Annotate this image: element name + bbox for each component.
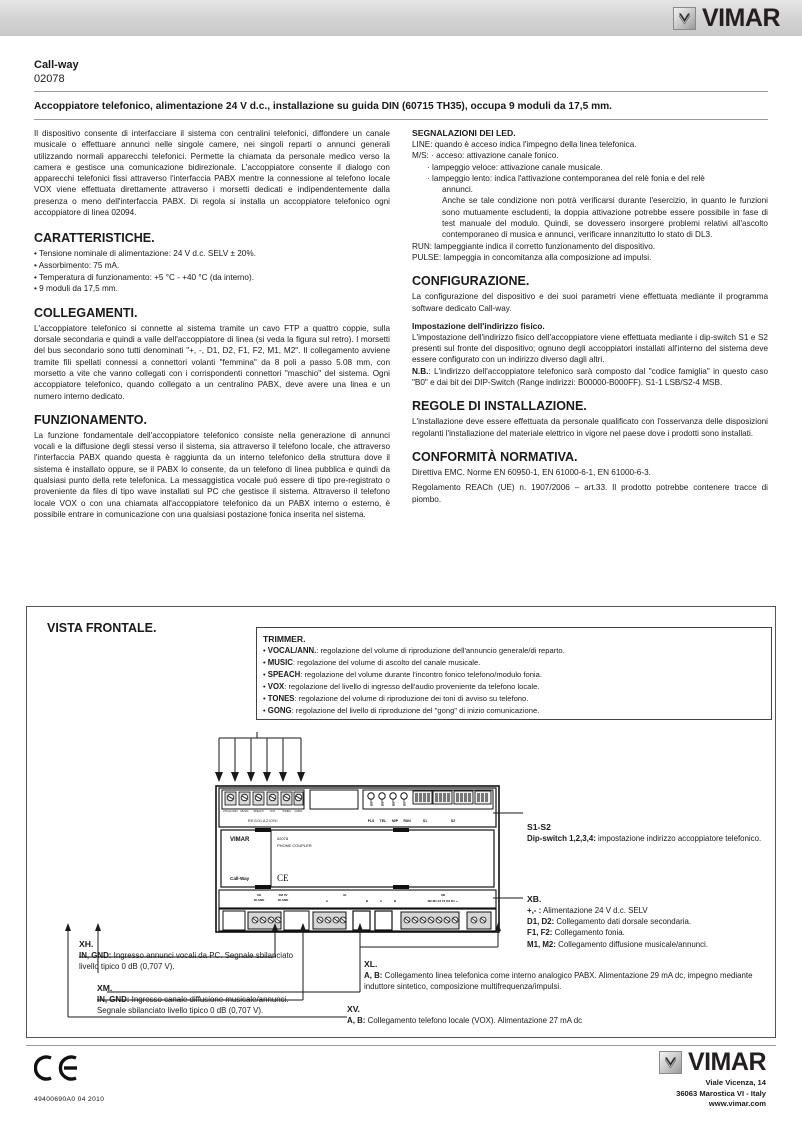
product-description: Accoppiatore telefonico, alimentazione 24 V d.c., installazione su guida DIN (60715 TH35), occupa 9 moduli da 17,5 mm.	[34, 101, 613, 112]
title-block	[34, 58, 768, 120]
trimmer-item-name: VOX	[267, 682, 285, 692]
subtitle-divider	[34, 119, 768, 120]
intro-paragraph: Il dispositivo consente di interfacciare il sistema con centralini telefonici, diffondere un canale musicale o effettuare annunci nelle singole camere, nei singoli reparti o annunci generali utilizzando normali apparecchi telefonici. Permette la chiamata da personale medico verso la camera e gestisce una comunicazione bidirezionale. L'accoppiatore consente il dialogo con apparecchi telefonici fissi attraverso l'interfaccia PABX mentre la connessione al telefono locale VOX viene effettuata direttamente attraverso i morsetti dedicati e indipendentemente dalla presenza o meno dell'interfaccia PABX. Di regola si installa un accoppiatore telefonico ogni accoppiatore di linea 02094.	[34, 129, 390, 218]
svg-text:RUN: RUN	[403, 819, 411, 823]
trimmer-item-desc: : regolazione del volume di riproduzione dei toni di avviso su telefono.	[294, 694, 529, 704]
regole-text: L'installazione deve essere effettuata da personale qualificato con l'osservanza delle disposizioni regolanti l'installazione del materiale elettrico in vigore nel paese dove i prodotti sono installati.	[412, 417, 768, 438]
heading-conformita: CONFORMITÀ NORMATIVA.	[412, 449, 578, 464]
heading-configurazione: CONFIGURAZIONE.	[412, 274, 530, 289]
xb-pin: F1, F2:	[527, 928, 553, 938]
svg-text:DL4: DL4	[371, 801, 374, 807]
svg-text:A: A	[379, 899, 383, 903]
trimmer-item: • TONES: regolazione del volume di riproduzione dei toni di avviso su telefono.	[263, 694, 529, 704]
led-run: RUN: lampeggiante indica il corretto funzionamento del dispositivo.	[412, 241, 656, 251]
ce-mark-device: CE	[277, 873, 289, 883]
device-code: 02078	[277, 836, 289, 841]
trimmer-item: • VOCAL/ANN.: regolazione del volume di riproduzione dell'annuncio generale/di reparto.	[263, 646, 565, 655]
heading-funzionamento: FUNZIONAMENTO.	[34, 412, 147, 427]
address-line-1: Viale Vicenza, 14	[705, 1078, 766, 1087]
led-ms-first: M/S: · acceso: attivazione canale fonico.	[412, 151, 559, 161]
xb-desc: Collegamento diffusione musicale/annunci.	[555, 939, 708, 949]
trimmer-item-name: TONES	[267, 694, 295, 704]
left-column	[34, 128, 390, 520]
svg-text:DL1: DL1	[404, 801, 407, 807]
trimmer-item-desc: : regolazione del volume di riproduzione dell'annuncio generale/di reparto.	[316, 646, 565, 655]
header-brand-text: VIMAR	[701, 4, 780, 32]
svg-text:XH: XH	[256, 893, 262, 897]
front-view-panel	[26, 606, 776, 1038]
front-view-title: VISTA FRONTALE.	[47, 621, 157, 635]
address-line-3: www.vimar.com	[708, 1099, 766, 1109]
trimmer-heading: TRIMMER.	[263, 634, 306, 644]
nb-text: : L'indirizzo dell'accoppiatore telefonico sarà composto dal "codice famiglia" in questo caso "B0" e dai bit dei DIP-Switch (Range indirizzi: B00000-B000FF). S1-1 LSB/S2-4 MSB.	[412, 366, 768, 388]
svg-text:XM 5V: XM 5V	[278, 893, 288, 897]
svg-text:GONG: GONG	[294, 810, 303, 813]
callout-xm-bold: IN, GND:	[97, 995, 130, 1004]
vimar-shield-icon	[673, 7, 696, 30]
list-item: • Tensione nominale di alimentazione: 24 V d.c. SELV ± 20%.	[34, 248, 390, 260]
device-family: Call-Way	[230, 876, 250, 881]
svg-text:IN GND: IN GND	[277, 898, 289, 902]
svg-text:S1: S1	[422, 819, 428, 823]
title-divider	[34, 91, 768, 92]
caratteristiche-list	[34, 248, 390, 294]
product-code: 02078	[34, 73, 65, 85]
callout-xh	[79, 938, 304, 972]
heading-regole: REGOLE DI INSTALLAZIONE.	[412, 399, 587, 414]
callout-xl-title: XL.	[364, 959, 378, 969]
trimmer-item-desc: : regolazione del livello di ingresso dell'audio proveniente da telefono locale.	[284, 682, 540, 692]
svg-text:DL2: DL2	[393, 801, 396, 807]
svg-text:IN GND: IN GND	[253, 898, 265, 902]
trimmer-item-name: GONG	[267, 706, 292, 716]
svg-text:B: B	[365, 899, 369, 903]
callout-xm	[97, 982, 309, 1016]
heading-led: SEGNALAZIONI DEI LED.	[412, 128, 516, 138]
xb-desc: Collegamento fonia.	[552, 928, 625, 938]
trimmer-callout	[256, 627, 772, 720]
svg-text:DL3: DL3	[382, 801, 385, 807]
led-pulse: PULSE: lampeggia in concomitanza alla composizione ad impulsi.	[412, 252, 652, 262]
led-ms-item: · lampeggio veloce: attivazione canale musicale.	[412, 162, 768, 173]
callout-xh-bold: IN, GND:	[79, 951, 112, 960]
footer-address	[676, 1078, 766, 1110]
content-columns	[34, 128, 768, 520]
callout-xv	[347, 1003, 777, 1026]
callout-xv-bold: A, B:	[347, 1016, 366, 1025]
led-ms-paragraph: Anche se tale condizione non potrà verificarsi durante l'esercizio, in quanto le funzioni sono mutuamente escludenti, la doppia attivazione potrebbe essere possibile in fase di test manuale del modulo. Quindi, se dovessero insorgere problemi relativi all'ascolto contemporaneo di musica e annunci, verificare innanzitutto lo stato di DL3.	[442, 196, 768, 240]
indirizzo-fisico-text: L'impostazione dell'indirizzo fisico dell'accoppiatore viene effettuata mediante i dip-switch S1 e S2 presenti sul fronte del dispositivo; ognuno degli accoppiatori installati all'interno del sistema deve essere configurato con un indirizzo diverso dagli altri.	[412, 332, 768, 365]
trimmer-item: • VOX: regolazione del livello di ingresso dell'audio proveniente da telefono locale.	[263, 682, 540, 692]
dip-switch-blocks	[413, 791, 491, 804]
led-ms-item: · lampeggio lento: indica l'attivazione contemporanea del relè fonia e del relè	[412, 173, 768, 184]
svg-text:TEL: TEL	[379, 819, 387, 823]
collegamenti-text: L'accoppiatore telefonico si connette al sistema tramite un cavo FTP a quattro coppie, sulla dorsale secondaria e quindi a valle dell'accoppiatore di linea (si veda la figura sul retro). I morsetti del bus secondario sono tutti denominati "+, -, D1, D2, F1, F2, M1, M2". Il collegamento avviene tramite fili spellati connessi a connettori volanti "femmina" da 8 poli a passo 5.08 mm, con morsetto a vite che vanno collegati con i corrispondenti connettori "maschio" del sistema. Ogni accoppiatore telefonico, quando collegato a un centralino PABX, deve avere una linea e un numero interno dedicato.	[34, 323, 390, 401]
configurazione-text: La configurazione del dispositivo e dei suoi parametri viene effettuata mediante il programma software dedicato Call-way.	[412, 292, 768, 313]
device-front-view	[215, 785, 500, 933]
product-name: Call-way	[34, 59, 79, 71]
header-logo	[673, 6, 780, 31]
trimmer-leader-arrows	[213, 732, 353, 784]
trimmer-item: • GONG: regolazione del livello di riproduzione del "gong" di inizio comunicazione.	[263, 706, 540, 716]
xb-pin: M1, M2:	[527, 939, 556, 949]
callout-xl-text: Collegamento linea telefonica come interno analogico PABX. Alimentazione 29 mA dc, impegno mediante induttore sintetico, composizione multifrequenza/impulsi.	[364, 971, 753, 992]
callout-xm-title: XM.	[97, 983, 113, 993]
footer-logo	[659, 1050, 766, 1075]
device-type: PHONE COUPLER	[277, 843, 312, 848]
conformita-line1: Direttiva EMC. Norme EN 60950-1, EN 61000-6-1, EN 61000-6-3.	[412, 467, 651, 477]
conformita-line2: Regolamento REACh (UE) n. 1907/2006 – art.33. Il prodotto potrebbe contenere tracce di piombo.	[412, 483, 768, 504]
callout-xb-line	[527, 905, 775, 916]
callout-xb-title: XB.	[527, 894, 542, 904]
svg-text:S2: S2	[450, 819, 456, 823]
trimmer-item-desc: : regolazione del volume durante l'incontro fonico telefono/modulo fonia.	[300, 670, 542, 680]
callout-xl	[364, 958, 774, 992]
svg-text:VOCAL/ANN.: VOCAL/ANN.	[222, 810, 239, 813]
right-column	[412, 128, 768, 520]
trimmer-item: • SPEACH: regolazione del volume durante l'incontro fonico telefono/modulo fonia.	[263, 670, 542, 680]
svg-text:MUSIC: MUSIC	[240, 810, 249, 813]
led-ms-cont: annunci.	[442, 185, 473, 195]
callout-xm-text: Ingresso canale diffusione musicale/annunci. Segnale sbilanciato livello tipico 0 dB (0,707 V).	[97, 995, 289, 1016]
ce-mark	[34, 1055, 80, 1086]
xb-desc: Collegamento dati dorsale secondaria.	[554, 917, 692, 927]
trimmer-item-desc: : regolazione del volume di ascolto del canale musicale.	[292, 658, 481, 668]
callout-s1s2-title: S1-S2	[527, 822, 551, 832]
svg-text:M2 M1 F2 F1 D2 D1 +-: M2 M1 F2 F1 D2 D1 +-	[427, 899, 459, 903]
nb-paragraph	[412, 366, 768, 389]
heading-collegamenti: COLLEGAMENTI.	[34, 305, 138, 320]
svg-text:TONES: TONES	[282, 810, 291, 813]
trimmer-item: • MUSIC: regolazione del volume di ascolto del canale musicale.	[263, 658, 481, 668]
callout-xv-title: XV.	[347, 1004, 361, 1014]
document-code: 49400690A0 04 2010	[34, 1096, 105, 1103]
svg-text:XB: XB	[440, 893, 446, 897]
nb-label: N.B.	[412, 366, 429, 376]
svg-text:A: A	[325, 899, 329, 903]
callout-s1s2-bold: Dip-switch 1,2,3,4:	[527, 834, 596, 843]
device-brand: VIMAR	[230, 837, 250, 843]
svg-text:SPEACH: SPEACH	[253, 810, 264, 813]
footer-brand-text: VIMAR	[687, 1048, 766, 1076]
callout-s1s2-text: impostazione indirizzo accoppiatore telefonico.	[595, 834, 762, 843]
svg-text:PLS: PLS	[367, 819, 375, 823]
callout-xh-title: XH.	[79, 939, 94, 949]
vimar-shield-icon	[659, 1051, 682, 1074]
svg-text:B: B	[393, 899, 397, 903]
heading-caratteristiche: CARATTERISTICHE.	[34, 231, 155, 246]
led-line-line: LINE: quando è acceso indica l'impegno della linea telefonica.	[412, 140, 637, 149]
trimmer-item-desc: : regolazione del livello di riproduzione del "gong" di inizio comunicazione.	[291, 706, 540, 716]
trimmer-item-name: VOCAL/ANN.	[267, 646, 317, 655]
list-item: • 9 moduli da 17,5 mm.	[34, 283, 390, 295]
list-item: • Assorbimento: 75 mA.	[34, 260, 390, 272]
svg-text:M/P: M/P	[391, 819, 399, 823]
svg-text:VOX: VOX	[269, 810, 276, 813]
footer-divider	[26, 1045, 776, 1046]
callout-xl-bold: A, B:	[364, 971, 383, 980]
address-line-2: 36063 Marostica VI - Italy	[676, 1088, 766, 1098]
trimmer-item-name: SPEACH	[267, 670, 301, 680]
xb-desc: Alimentazione 24 V d.c. SELV	[541, 906, 648, 915]
xb-pin: D1, D2:	[527, 917, 555, 927]
svg-text:REGOLAZIONI: REGOLAZIONI	[247, 819, 279, 823]
callout-s1s2	[527, 821, 767, 844]
svg-text:XL: XL	[343, 893, 347, 897]
heading-indirizzo-fisico: Impostazione dell'indirizzo fisico.	[412, 320, 545, 331]
xb-pin: +,- :	[527, 906, 542, 915]
funzionamento-text: La funzione fondamentale dell'accoppiatore telefonico consiste nella generazione di annunci vocali e la diffusione degli stessi verso il sistema, sia attraverso il telefono locale, che attraverso l'interfaccia PABX quando questa è raggiunta da un interno telefonico della struttura dove il sistema è installato oppure, se il PABX lo consente, da un telefono di linea pubblica e quindi da qualsiasi punto della rete telefonica. La messaggistica vocale può essere di tipo pre-registrato o proveniente da files di tipo wave installati sul PC che gestisce il sistema. Attraverso il telefono locale VOX o con una chiamata all'accoppiatore telefonico da un PABX interno o esterno, è possibile entrare in comunicazione con una qualsiasi postazione fonica inserita nel sistema.	[34, 430, 390, 519]
callout-xv-text: Collegamento telefono locale (VOX). Alimentazione 27 mA dc	[365, 1016, 583, 1025]
list-item: • Temperatura di funzionamento: +5 °C - +40 °C (da interno).	[34, 272, 390, 284]
trimmer-item-name: MUSIC	[267, 658, 293, 668]
callout-xh-text: Ingresso annunci vocali da PC. Segnale sbilanciato livello tipico 0 dB (0,707 V).	[79, 951, 294, 972]
